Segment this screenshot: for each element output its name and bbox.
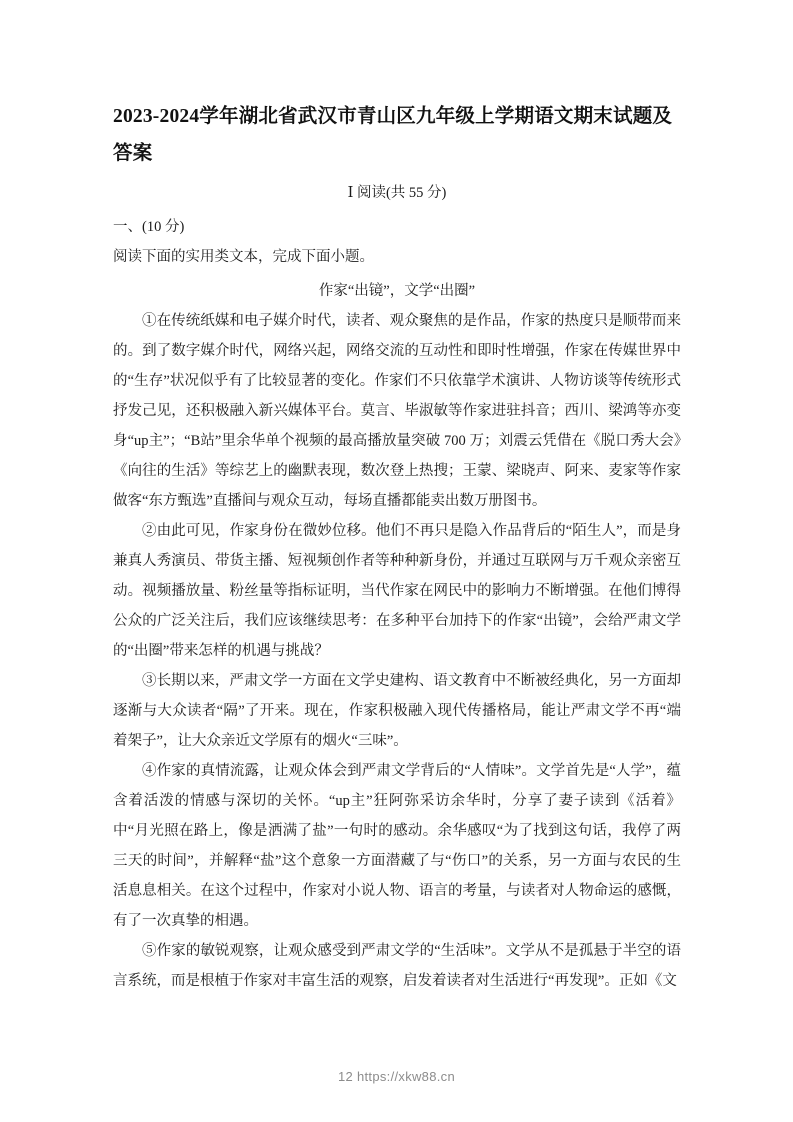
document-body xyxy=(113,98,681,996)
article-paragraph: ②由此可见，作家身份在微妙位移。他们不再只是隐入作品背后的“陌生人”，而是身兼真人秀演员、带货主播、短视频创作者等种种新身份，并通过互联网与万千观众亲密互动。视频播放量、粉丝量等指标证明，当代作家在网民中的影响力不断增强。在他们博得公众的广泛关注后，我们应该继续思考：在多种平台加持下的作家“出镜”，会给严肃文学的“出圈”带来怎样的机遇与挑战？ xyxy=(113,523,681,659)
article-paragraph: ③长期以来，严肃文学一方面在文学史建构、语文教育中不断被经典化，另一方面却逐渐与大众读者“隔”了开来。现在，作家积极融入现代传播格局，能让严肃文学不再“端着架子”，让大众亲近文学原有的烟火“三味”。 xyxy=(113,673,681,749)
part-label: 一、(10 分) xyxy=(113,219,185,235)
footer-watermark: 12 https://xkw88.cn xyxy=(338,1069,455,1084)
article-paragraph: ①在传统纸媒和电子媒介时代，读者、观众聚焦的是作品，作家的热度只是顺带而来的。到了数字媒介时代，网络兴起，网络交流的互动性和即时性增强，作家在传媒世界中的“生存”状况似乎有了比较显著的变化。作家们不只依靠学术演讲、人物访谈等传统形式抒发己见，还积极融入新兴媒体平台。莫言、毕淑敏等作家进驻抖音；西川、梁鸿等亦变身“up主”；“B站”里余华单个视频的最高播放量突破 700 万；刘震云凭借在《脱口秀大会》《向往的生活》等综艺上的幽默表现，数次登上热搜；王蒙、梁晓声、阿来、麦家等作家做客“东方甄选”直播间与观众互动，每场直播都能卖出数万册图书。 xyxy=(113,313,681,509)
article-paragraph: ④作家的真情流露，让观众体会到严肃文学背后的“人情味”。文学首先是“人学”，蕴含着活泼的情感与深切的关怀。“up主”狂阿弥采访余华时，分享了妻子读到《活着》中“月光照在路上，像是洒满了盐”一句时的感动。余华感叹“为了找到这句话，我停了两三天的时间”，并解释“盐”这个意象一方面潜藏了与“伤口”的关系，另一方面与农民的生活息息相关。在这个过程中，作家对小说人物、语言的考量，与读者对人物命运的感慨，有了一次真挚的相遇。 xyxy=(113,763,681,929)
article-title: 作家“出镜”，文学“出圈” xyxy=(318,283,476,299)
section-heading: Ⅰ 阅读(共 55 分) xyxy=(347,185,447,201)
reading-instruction: 阅读下面的实用类文本，完成下面小题。 xyxy=(113,249,374,265)
page-footer xyxy=(0,1068,793,1086)
article-paragraph: ⑤作家的敏锐观察，让观众感受到严肃文学的“生活味”。文学从不是孤悬于半空的语言系统，而是根植于作家对丰富生活的观察，启发着读者对生活进行“再发现”。正如《文 xyxy=(113,943,681,989)
page-title: 2023-2024学年湖北省武汉市青山区九年级上学期语文期末试题及答案 xyxy=(113,106,673,164)
